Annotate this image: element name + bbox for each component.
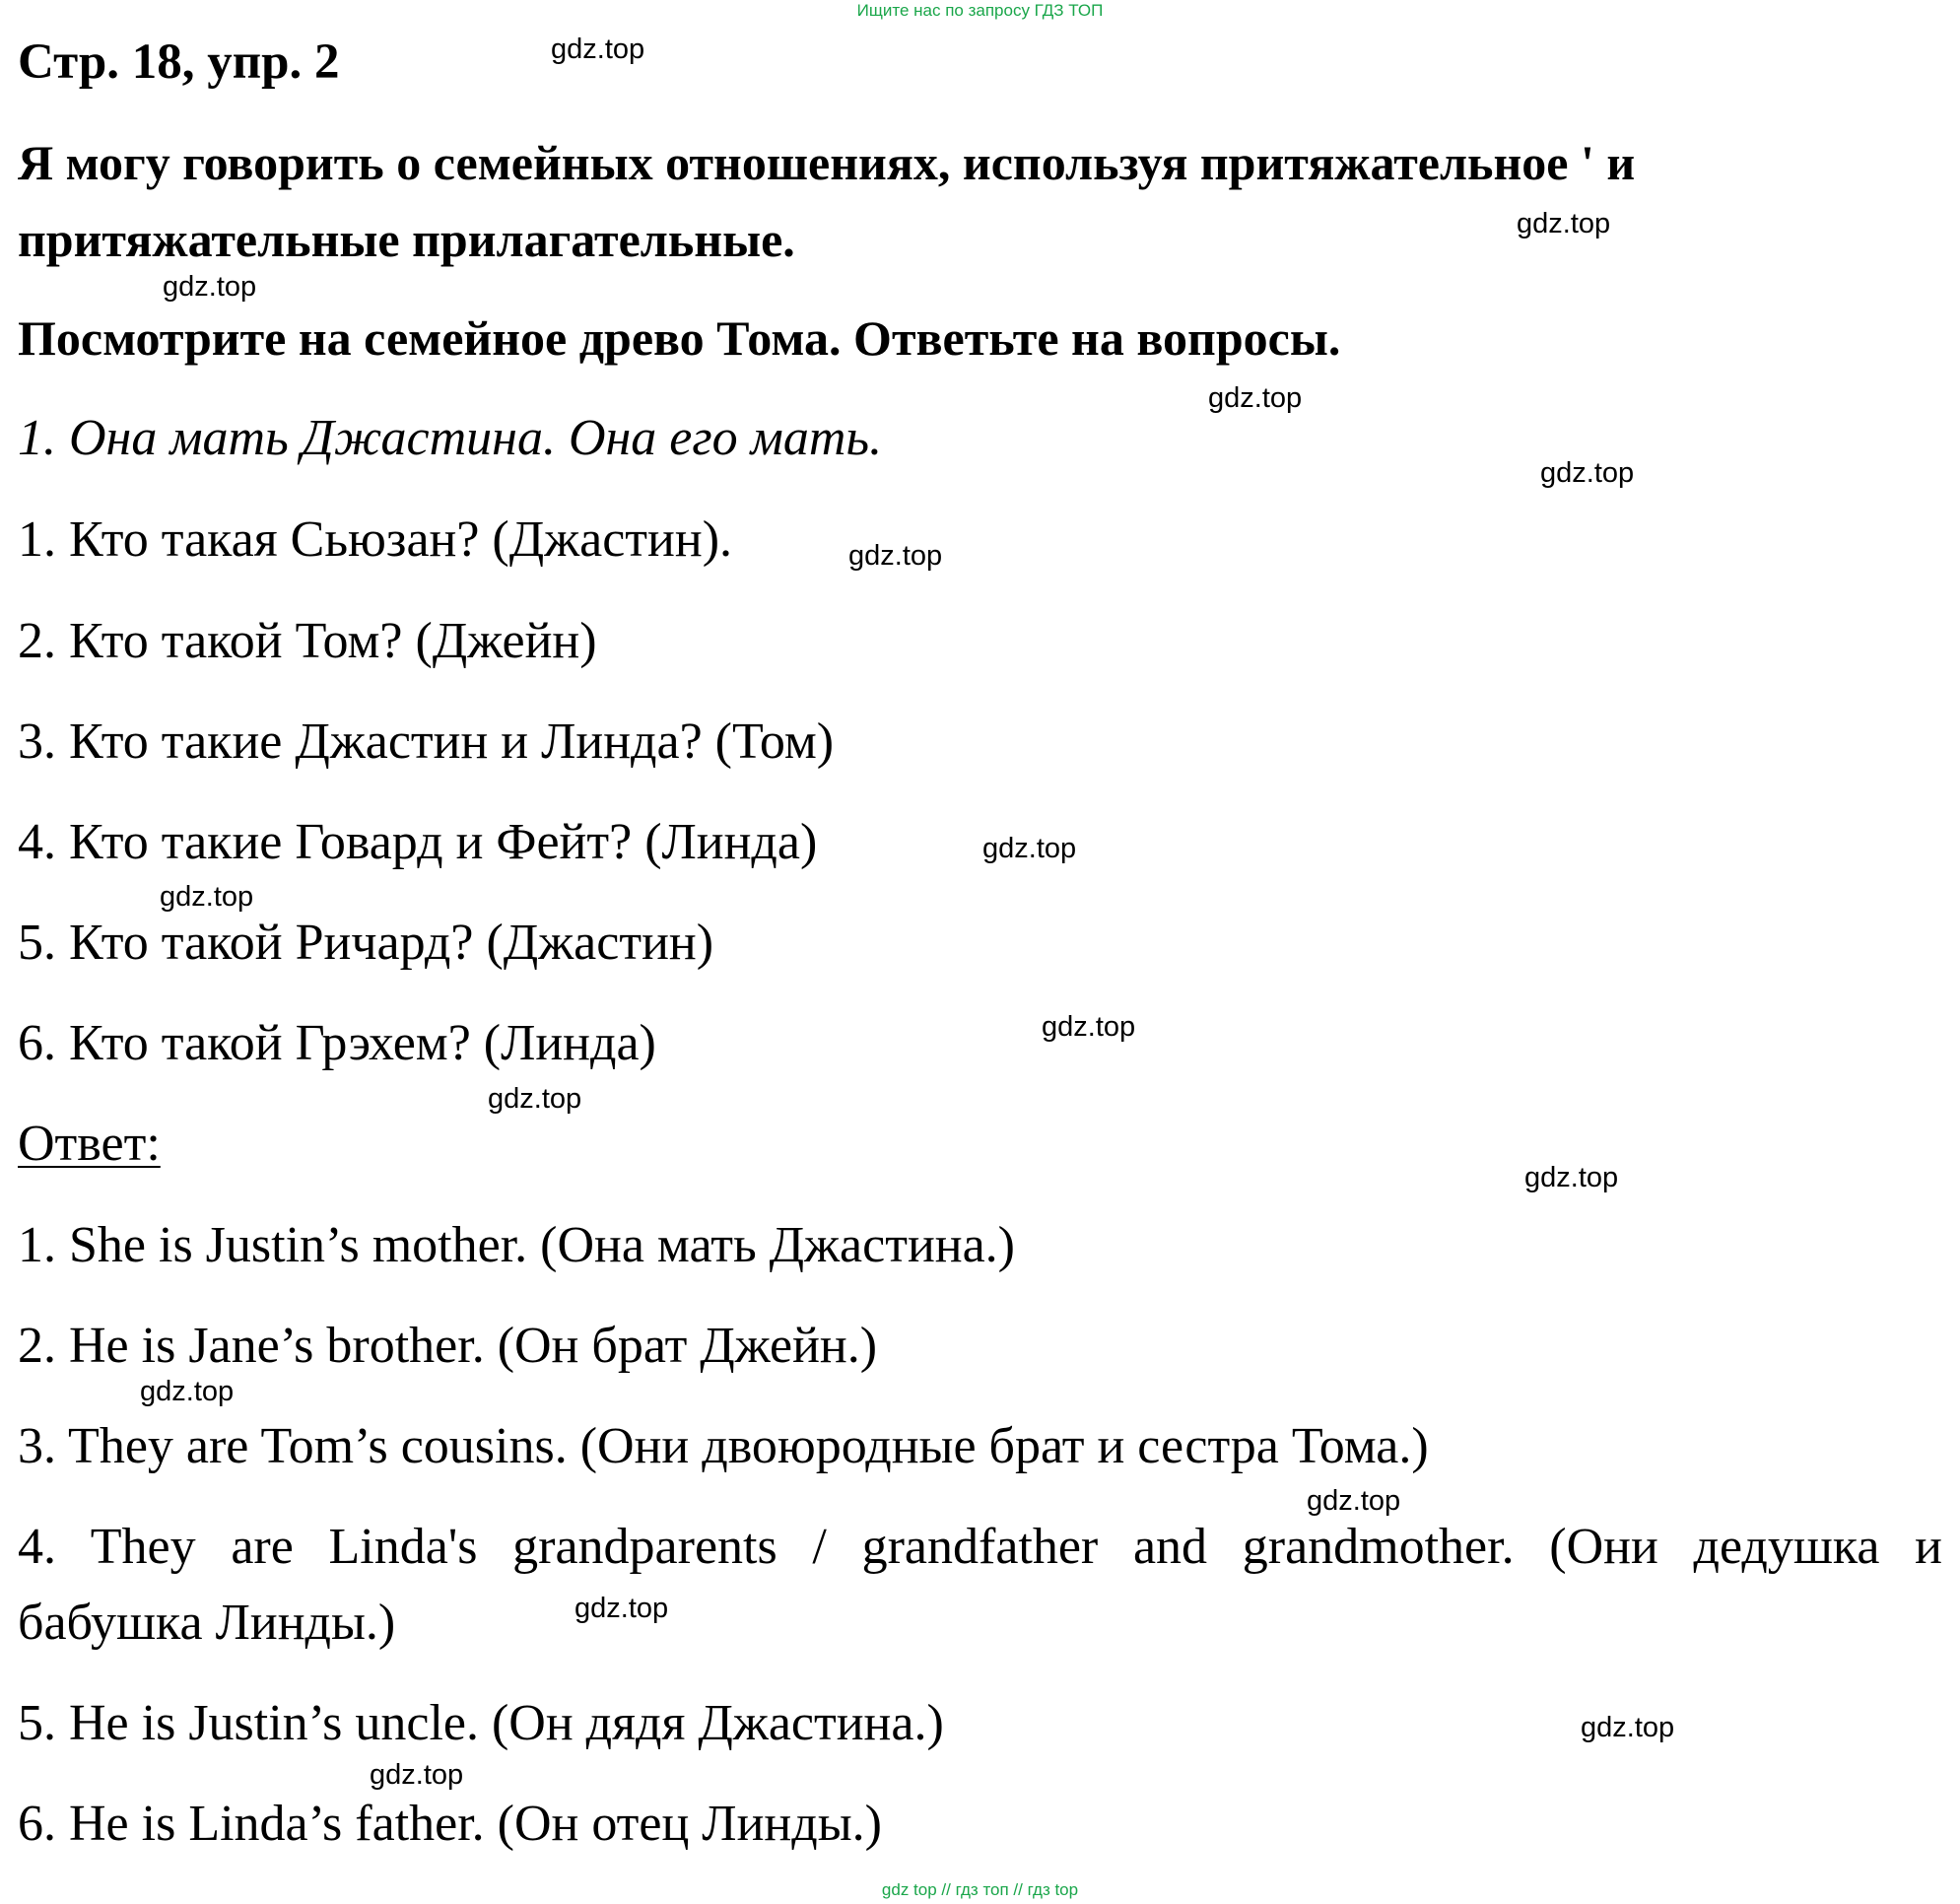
watermark: gdz.top [1540, 457, 1635, 489]
watermark: gdz.top [1517, 208, 1611, 239]
answer-item: 5. He is Justin’s uncle. (Он дядя Джастина.) [18, 1695, 944, 1751]
question-item: 2. Кто такой Том? (Джейн) [18, 613, 597, 669]
answer-item: 3. They are Tom’s cousins. (Они двоюродные брат и сестра Тома.) [18, 1418, 1429, 1474]
answer-item-continued: бабушка Линды.) [18, 1595, 396, 1651]
watermark: gdz.top [140, 1376, 235, 1407]
answer-item: 1. She is Justin’s mother. (Она мать Джастина.) [18, 1217, 1015, 1273]
watermark: gdz.top [551, 34, 645, 65]
watermark: gdz.top [1208, 382, 1303, 414]
objective-line-1: Я могу говорить о семейных отношениях, используя притяжательное ' и [18, 135, 1636, 190]
watermark: gdz.top [848, 540, 943, 572]
answer-item: 2. He is Jane’s brother. (Он брат Джейн.) [18, 1318, 878, 1374]
question-item: 5. Кто такой Ричард? (Джастин) [18, 915, 714, 971]
watermark: gdz.top [1524, 1162, 1619, 1193]
watermark: gdz.top [1307, 1485, 1401, 1517]
watermark: gdz.top [1042, 1011, 1136, 1043]
instruction: Посмотрите на семейное древо Тома. Ответьте на вопросы. [18, 310, 1341, 366]
answer-heading: Ответ: [18, 1116, 161, 1172]
question-item: 4. Кто такие Говард и Фейт? (Линда) [18, 814, 818, 870]
watermark: gdz.top [1581, 1712, 1675, 1743]
question-item: 3. Кто такие Джастин и Линда? (Том) [18, 714, 835, 770]
watermark: gdz.top [370, 1759, 464, 1791]
page-title: Стр. 18, упр. 2 [18, 34, 340, 90]
question-item: 6. Кто такой Грэхем? (Линда) [18, 1015, 656, 1071]
objective-line-2: притяжательные прилагательные. [18, 212, 795, 267]
question-item: 1. Кто такая Сьюзан? (Джастин). [18, 511, 733, 568]
top-banner: Ищите нас по запросу ГДЗ ТОП [856, 1, 1104, 20]
watermark: gdz.top [160, 881, 254, 913]
watermark: gdz.top [982, 833, 1077, 864]
footer: gdz top // гдз топ // гдз top [881, 1880, 1079, 1899]
answer-item: 6. He is Linda’s father. (Он отец Линды.) [18, 1796, 882, 1852]
watermark: gdz.top [163, 271, 257, 303]
watermark: gdz.top [574, 1593, 669, 1624]
answer-item: 4. They are Linda's grandparents / grandfather and grandmother. (Они дедушка и [18, 1519, 1942, 1575]
example-line: 1. Она мать Джастина. Она его мать. [18, 410, 883, 466]
watermark: gdz.top [488, 1083, 582, 1115]
